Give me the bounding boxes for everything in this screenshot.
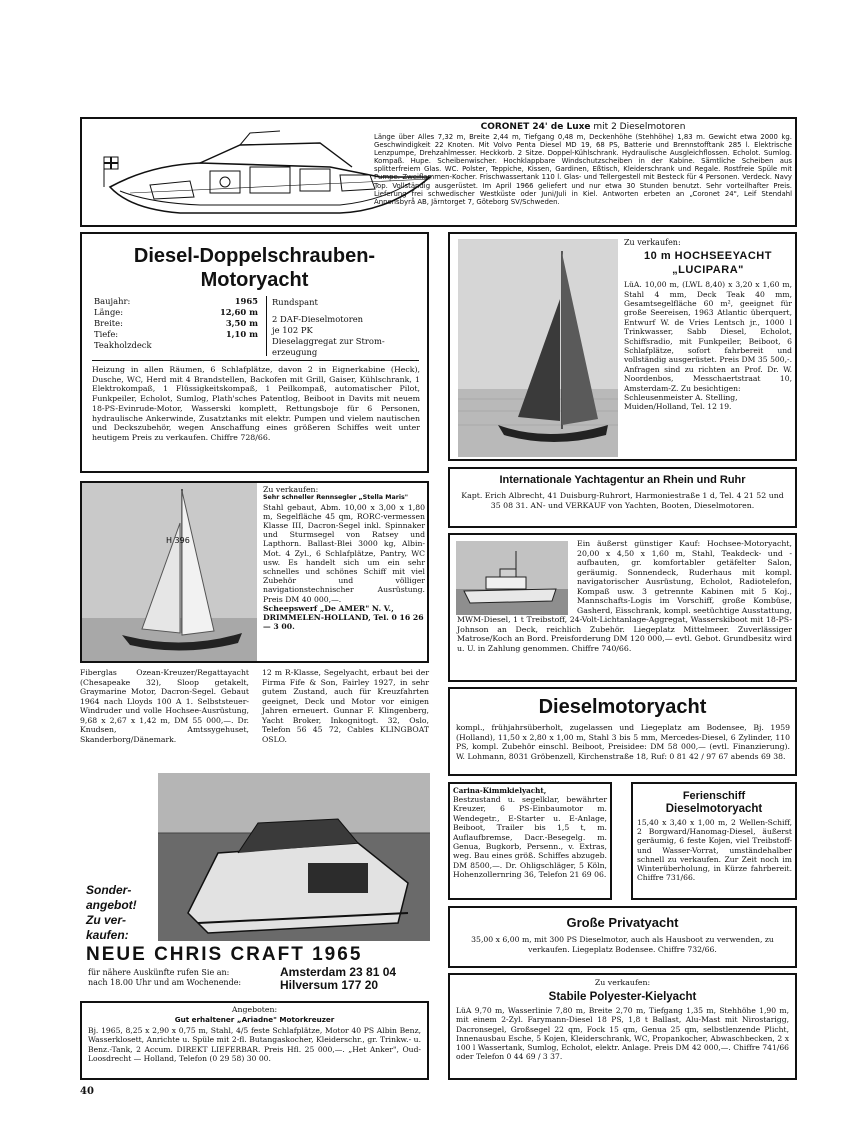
diesel-doppel-title-line2: Motoryacht [200,269,309,291]
ferienschiff-title-line2: Dieselmotoryacht [665,803,763,815]
ad-ferienschiff [631,782,797,900]
r-klasse-body: 12 m R-Klasse, Segelyacht, erbaut bei der Firma Fife & Son, Fairley 1927, in sehr gutem Zustand, auch für Kreuzfahrten geeignet, Deck und Motor vor einigen Jahren erneuert. Gunnar F. Klingenberg, Yacht Broker, Inkognitogt. 32, Oslo, Telefon 56 45 72, Cables KLINGBOAT OSLO. [262,668,429,744]
chris-side-text: Sonder- angebot! Zu ver- kaufen: [86,883,137,942]
stella-kicker: Zu verkaufen: [263,485,319,494]
ariadne-title: Gut erhaltener „Ariadne" Motorkreuzer [174,1015,335,1024]
ad-ariadne [80,1001,429,1080]
ad-grosse [448,906,797,968]
grosse-title: Große Privatyacht [566,915,679,930]
chris-title: NEUE CHRIS CRAFT 1965 [86,944,363,965]
stella-photo [82,483,257,663]
dieselmotoryacht-body: kompl., frühjahrsüberholt, zugelassen und Liegeplatz am Bodensee, Bj. 1959 (Holland), 11,50 x 2,80 x 1,00 m, Stahl 3 bis 5 mm, Mercedes-Diesel, 6 Zylinder, 110 PS, kompl. Zubehör einschl. Beiboot, Preisidee: DM 58 000,— (evtl. Finanzierung). W. Lohmann, 8031 Gröbenzell, Kirchenstraße 18, Ruf: 0 81 42 / 97 67 abends 69 38. [456,723,790,761]
diesel-doppel-body: Heizung in allen Räumen, 6 Schlafplätze, davon 2 in Eignerkabine (Heck), Dusche, WC, Herd mit 4 Brandstellen, Backofen mit Grill, Gaiser, Kühlschrank, 1 Elektrokompaß, 1 Flüssigkeitskompaß, 1 Peilkompaß, automatischer Pilot, Funkpeiler, Echolot, Sumlog, Plath'sches Patentlog, Beiboot in Davits mit neuem 18-PS-Evinrude-Motor, Wasserski komplett, Rettungsboje für 6 Personen, hydraulische Ankerwinde, Zusatztanks mit elektr. Pumpen und vielem nautischen und Deckszubehör, wegen Anschaffung eines größeren Schiffes weit unter heutigem Preis zu verkaufen. Chiffre 728/66. [92,365,420,442]
diesel-doppel-specs: Baujahr: 1965 Länge: 12,60 m Breite: 3,50 m Tiefe: 1,10 m Teakholzdeck [94,296,258,350]
diesel-doppel-title-line1: Diesel-Doppelschrauben- [133,245,376,267]
stabile-kicker: Zu verkaufen: [594,978,651,987]
ad-carina [448,782,612,900]
lucipara-kicker: Zu verkaufen: [624,238,681,247]
chris-phone1: Amsterdam 23 81 04 [280,965,397,979]
ferienschiff-title-line1: Ferienschiff [682,790,746,802]
fiberglas-body: Fiberglas Ozean-Kreuzer/Regattayacht (Chesapeake 32), Sloop getakelt, Graymarine Motor, Dacron-Segel. Gebaut 1964 nach Lloyds 100 A 1. Selbststeuer-Windruder und volle Hochsee-Ausrüstung, 9,68 x 2,67 x 1,42 m, DM 55 000,—. Dr. Knudsen, Amtssygehuset, Skanderborg/Dänemark. [80,668,249,744]
ad-chris [80,773,430,997]
chris-info-line2: nach 18.00 Uhr und am Wochenende: [88,978,242,987]
ad-hochsee [448,533,797,682]
lucipara-photo [458,239,618,457]
hochsee-body: Ein äußerst günstiger Kauf: Hochsee-Motoryacht, 20,00 x 4,50 x 1,60 m, Stahl, Teakdeck- und -aufbauten, gr. komfortabler getäfelter Salon, geräumig. Sonnendeck, Ruderhaus mit kompl. navigatorischer Ausrüstung, Echolot, Radiotelefon, Kompaß usw. 3 getrennte Kabinen mit 5 Koj., Mannschafts-Logis im Vorschiff, große Kombüse, Gasherd, Eisschrank, kompl. seetüchtige Ausstattung, MWM-Diesel, 1 t Treibstoff, 24-Volt-Lichtanlage-Aggregat, Wasserskiboot mit 18-PS-Johnson an Deck, reichlich Zubehör. Liegeplatz Mittelmeer. Zuverlässiger Matrose/Koch an Bord. Preisforderung DM 120 000,— evtl. Gebot. Grundbesitz wird u. U. in Zahlung genommen. Chiffre 740/66. [457,539,792,653]
stabile-body: LüA 9,70 m, Wasserlinie 7,80 m, Breite 2,70 m, Tiefgang 1,35 m, Stehhöhe 1,90 m, mit einem 2-Zyl. Farymann-Diesel 18 PS, 1,8 t Ballast, Alu-Mast mit Nirostarigg, Dacronsegel, Großsegel 22 qm, Fock 15 qm, Genua 25 qm, selbstlenzende Plicht, Innenausbau Esche, 5 Kojen, Kleiderschrank, WC, Propankocher, Abwaschbecken, 2 x 100 l Wassertank, Sumlog, Echolot, elektr. Anlage. Preis DM 42 000,—. Chiffre 741/66 oder Telefon 0 44 69 / 3 37. [456,1006,790,1062]
ad-r-klasse [262,668,429,744]
dieselmotoryacht-title: Dieselmotoryacht [538,696,707,718]
carina-body: Bestzustand u. segelklar, bewährter Kreuzer, 6 PS-Einbaumotor m. Wendegetr., E-Starter u. E-Anlage, Beiboot, Trailer bis 1,5 t, m. Auflaufbremse, Dacr.-Besegelg. m. Genua, Bugkorb, Persenn., v. Extras, weg. Bau eines größ. Schiffes abzugeb. DM 8500,—. Dr. Ohligschläger, 5 Köln, Hohenzollernring 36, Telefon 21 69 06. [453,795,607,880]
ad-stabile [448,973,797,1080]
chris-phone2: Hilversum 177 20 [280,978,379,992]
ariadne-kicker: Angeboten: [231,1005,278,1014]
ferienschiff-body: 15,40 x 3,40 x 1,00 m, 2 Wellen-Schiff, 2 Borgward/Hanomag-Diesel, äußerst geräumig, 6 feste Kojen, viel Treibstoff- und Wasser-Vorrat, umständehalber schnell zu verkaufen. Zur Zeit noch im Winterüberholung, in Kürze fahrbereit. Chiffre 731/66. [637,818,792,883]
stella-signature: Scheepswerf „De AMER" N. V., DRIMMELEN-HOLLAND, Tel. 0 16 26 — 3 00. [263,603,424,632]
chris-photo [158,773,430,941]
page-number: 40 [80,1086,94,1097]
grosse-body: 35,00 x 6,00 m, mit 300 PS Dieselmotor, auch als Hausboot zu verwenden, zu verkaufen. Liegeplatz Bodensee. Chiffre 732/66. [471,935,774,954]
stella-title: Sehr schneller Rennsegler „Stella Maris" [263,494,409,502]
stella-sail-number: H 396 [166,536,190,545]
lucipara-title-line2: „LUCIPARA" [672,264,744,277]
ad-dieselmotoryacht [448,687,797,776]
chris-info-line1: für nähere Auskünfte rufen Sie an: [88,968,230,977]
carina-title: Carina-Kimmkielyacht, [453,786,547,795]
lucipara-body: LüA. 10,00 m, (LWL 8,40) x 3,20 x 1,60 m, Stahl 4 mm, Deck Teak 40 mm, Gesamtsegelfläche 60 m², geeignet für große Seereisen, 1963 Atlantic überquert, Entwurf W. de Vries Lentsch jr., 1000 l Trinkwasser, Sabb Diesel, Echolot, Schiffsradio, mit Funkpeiler, Beiboot, 6 Schlafplätze, sofort fahrbereit und vollständig ausgerüstet. Preis DM 35 500,-. Anfragen sind zu richten an Prof. Dr. W. Noordenbos, Messchaertstraat 10, Amsterdam-Z. Zu besichtigen: [624,280,792,393]
coronet-body: Länge über Alles 7,32 m, Breite 2,44 m, Tiefgang 0,48 m, Deckenhöhe (Stehhöhe) 1,83 m. Gewicht etwa 2000 kg. Geschwindigkeit 22 Knoten. Mit Volvo Penta Diesel MD 19, 68 PS, Batterie und Brennstofftank 285 l. Elektrische Lenzpumpe, Drehzahlmesser. Heckkorb. 2 Sitze. Doppel-Kühlschrank. Hydraulische Ausgleichflossen. Echolot. Sumlog. Kompaß. Hupe. Scheibenwischer. Hochklappbare Windschutzscheiben in der Kabine. Sämtliche Scheiben aus splitterfreiem Glas. WC. Polster, Teppiche, Kissen, Gardinen, Eßtisch, Kleiderschrank und Regale. Rostfreie Spüle mit Pumpe. Zweiflammen-Kocher. Frischwassertank 110 l. Glas- und Tellergestell mit Besteck für 4 Personen. Verdeck. Navy Top. Vollständig ausgerüstet. Im April 1966 geliefert und nur etwa 30 Stunden benutzt. Sehr vorteilhafter Preis. Lieferung frei schwedischer Westküste oder Juni/Juli in Kiel. Antworten erbeten an „Coronet 24", Leif Stendahl Annonsbyrå AB, Järntorget 7, Göteborg SV/Schweden. [374,133,792,206]
ad-fiberglas [80,668,249,744]
ariadne-body: Bj. 1965, 8,25 x 2,90 x 0,75 m, Stahl, 4/5 feste Schlafplätze, Motor 40 PS Albin Benz, Wasserklosett, Anrichte u. Spüle mit 2-fl. Butangaskocher, Kleiderschr., gr. Trinkw.- u. Benz.-Tank, 2 Accum. DIREKT LIEFERBAR. Preis Hfl. 25 000,—. „Het Anker", Oud-Loosdrecht — Holland, Telefon (0 29 58) 30 00. [88,1026,421,1064]
ad-coronet [80,117,797,227]
ad-diesel-doppel [80,232,429,473]
internationale-body: Kapt. Erich Albrecht, 41 Duisburg-Ruhrort, Harmoniestraße 1 d, Tel. 4 21 52 und 35 08 31. AN- und VERKAUF von Yachten, Booten, Dieselmotoren. [461,491,784,510]
internationale-title: Internationale Yachtagentur an Rhein und Ruhr [499,474,746,486]
stella-body: Stahl gebaut, Abm. 10,00 x 3,00 x 1,80 m, Segelfläche 45 qm, RORC-vermessen Klasse III, Dacron-Segel inkl. Spinnaker und Sturmsegel von Ratsey und Lapthorn. Ballast-Blei 3000 kg, Albin-Mot. 4 Zyl., 6 Schlafplätze, Pantry, WC usw. Es handelt sich um ein sehr schnelles und schönes Schiff mit viel Zubehör und völliger navigationstechnischer Ausrüstung. Preis DM 40 000,—. [263,502,425,604]
coronet-title-suffix: mit 2 Dieselmotoren [593,122,686,132]
stabile-title: Stabile Polyester-Kielyacht [548,991,697,1003]
lucipara-title-line1: 10 m HOCHSEEYACHT [644,250,772,263]
ad-internationale [448,467,797,528]
ad-lucipara [448,232,797,461]
ad-stella [80,481,429,663]
lucipara-contact: Schleusenmeister A. Stelling, Muiden/Holland, Tel. 12 19. [624,392,738,412]
coronet-title: CORONET 24' de Luxe [480,122,591,132]
diesel-doppel-right-col: Rundspant 2 DAF-Dieselmotoren je 102 PK Dieselaggregat zur Strom- erzeugung [272,297,385,357]
